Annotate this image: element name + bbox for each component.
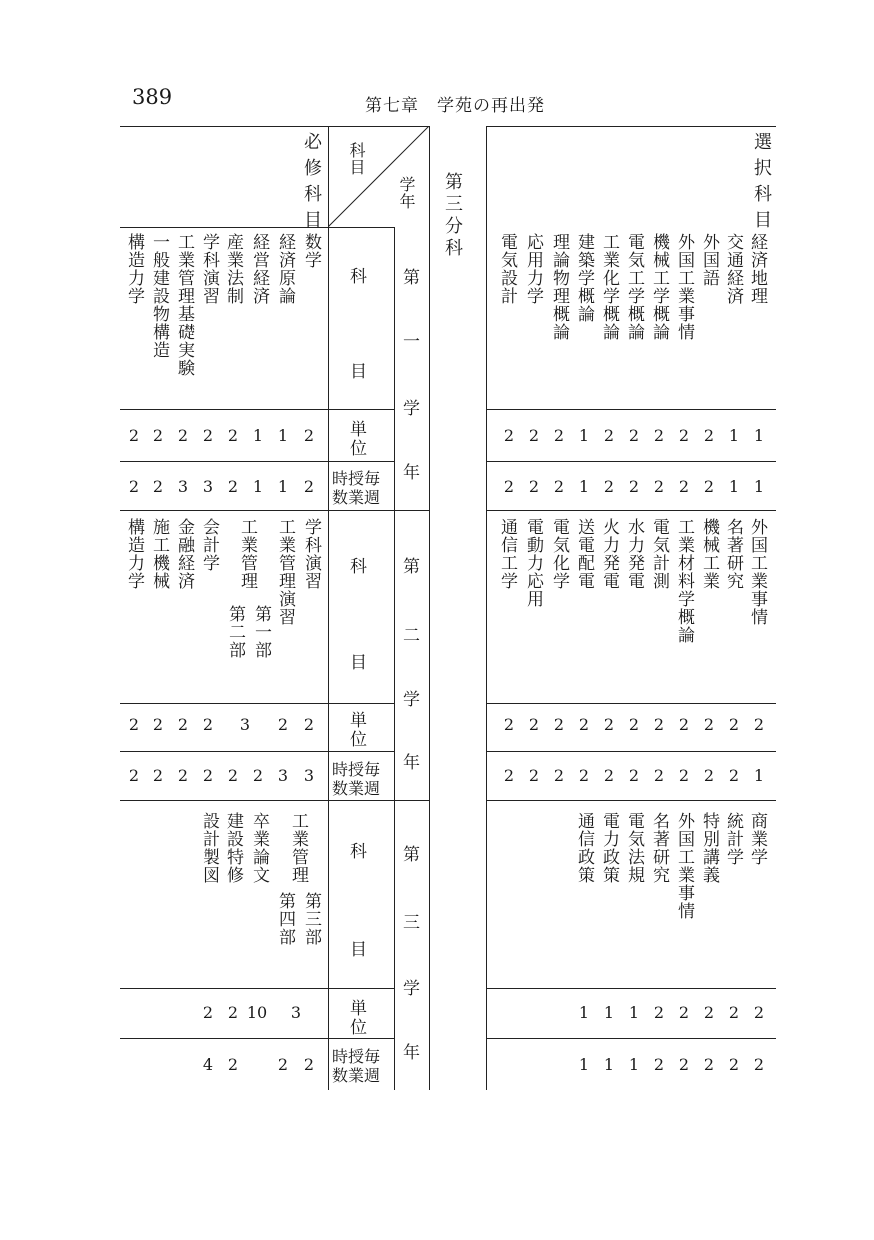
hours-value: 2 [227, 766, 239, 785]
hours-value: 2 [128, 477, 140, 496]
hours-value: 2 [277, 1055, 289, 1074]
hours-label-top: 時授毎 [332, 760, 381, 779]
subject-name: 経済原論 [275, 233, 295, 305]
hours-value: 1 [628, 1055, 640, 1074]
units-value: 2 [653, 715, 665, 734]
units-value: 2 [678, 715, 690, 734]
units-value: 1 [603, 1003, 615, 1022]
subject-label-2: 目 [350, 940, 367, 960]
units-value: 2 [202, 1003, 214, 1022]
hours-value: 2 [528, 477, 540, 496]
hours-value: 1 [578, 1055, 590, 1074]
hours-value: 3 [277, 766, 289, 785]
subject-name: 工業管理 [288, 812, 308, 884]
hours-value: 2 [578, 766, 590, 785]
units-value: 2 [553, 426, 565, 445]
units-value: 2 [528, 715, 540, 734]
hours-value: 2 [728, 766, 740, 785]
subject-label-2: 目 [350, 653, 367, 673]
units-value: 2 [728, 715, 740, 734]
units-value: 2 [152, 426, 164, 445]
hours-value: 2 [252, 766, 264, 785]
units-label-bottom: 位 [350, 1018, 367, 1038]
hours-value: 2 [303, 477, 315, 496]
units-value: 2 [653, 1003, 665, 1022]
subject-name: 建設特修 [223, 812, 243, 884]
units-value: 2 [128, 715, 140, 734]
hours-value: 2 [553, 477, 565, 496]
units-value: 2 [628, 426, 640, 445]
units-value: 2 [177, 715, 189, 734]
units-value: 2 [603, 426, 615, 445]
hours-label-bottom: 数業週 [332, 488, 381, 507]
units-value: 2 [753, 715, 765, 734]
subject-name: 応用力学 [523, 233, 543, 305]
subject-name: 工業管理 [237, 518, 257, 590]
corner-year-label: 学年 [397, 176, 416, 210]
hours-value: 2 [528, 766, 540, 785]
hours-value: 2 [152, 766, 164, 785]
units-value: 2 [753, 1003, 765, 1022]
subject-name: 一般建設物構造 [149, 233, 169, 359]
page-number: 389 [132, 85, 173, 109]
units-value: 3 [290, 1003, 302, 1022]
units-value: 2 [202, 715, 214, 734]
units-value: 2 [503, 426, 515, 445]
subject-name: 会計学 [199, 518, 219, 572]
year1-label-3: 学 [403, 399, 420, 419]
subject-name: 工業化学概論 [599, 233, 619, 341]
sub-part-label: 第三部 [301, 892, 321, 946]
units-value: 2 [678, 426, 690, 445]
hours-value: 2 [628, 766, 640, 785]
units-value: 2 [303, 426, 315, 445]
units-label-bottom: 位 [350, 730, 367, 750]
subject-name: 建築学概論 [574, 233, 594, 323]
hours-value: 1 [753, 766, 765, 785]
subject-name: 交通経済 [723, 233, 743, 305]
units-value: 2 [227, 426, 239, 445]
units-label-top: 単 [350, 711, 367, 731]
units-value: 1 [628, 1003, 640, 1022]
subject-name: 工業管理演習 [275, 518, 295, 626]
subject-name: 経営経済 [249, 233, 269, 305]
subject-name: 理論物理概論 [549, 233, 569, 341]
subject-label: 科 [350, 842, 367, 862]
units-value: 2 [303, 715, 315, 734]
sub-part-label: 第一部 [251, 605, 271, 659]
subject-name: 金融経済 [174, 518, 194, 590]
units-value: 2 [653, 426, 665, 445]
year2-label-2: 二 [403, 626, 420, 646]
subject-name: 水力発電 [624, 518, 644, 590]
subject-name: 通信工学 [497, 518, 517, 590]
hours-label-top: 時授毎 [332, 469, 381, 488]
units-value: 2 [177, 426, 189, 445]
hours-value: 2 [503, 766, 515, 785]
units-value: 2 [703, 426, 715, 445]
hours-value: 2 [628, 477, 640, 496]
hours-label-top: 時授毎 [332, 1047, 381, 1066]
subject-name: 統計学 [723, 812, 743, 866]
hours-value: 2 [703, 766, 715, 785]
sub-part-label: 第四部 [275, 892, 295, 946]
subject-name: 電力政策 [599, 812, 619, 884]
hours-value: 2 [202, 766, 214, 785]
year2-label-3: 学 [403, 690, 420, 710]
units-value: 2 [603, 715, 615, 734]
subject-name: 電気設計 [497, 233, 517, 305]
subject-name: 構造力学 [124, 518, 144, 590]
units-value: 2 [152, 715, 164, 734]
units-value: 1 [578, 1003, 590, 1022]
units-label-top: 単 [350, 999, 367, 1019]
hours-value: 2 [503, 477, 515, 496]
section-title: 第三分科 [442, 172, 463, 260]
subject-name: 施工機械 [149, 518, 169, 590]
subject-name: 電気工学概論 [624, 233, 644, 341]
hours-value: 2 [703, 477, 715, 496]
hours-value: 2 [303, 1055, 315, 1074]
subject-name: 数学 [301, 233, 321, 269]
subject-name: 外国工業事情 [674, 812, 694, 920]
hours-value: 1 [753, 477, 765, 496]
subject-name: 特別講義 [699, 812, 719, 884]
hours-value: 2 [653, 766, 665, 785]
hours-value: 2 [703, 1055, 715, 1074]
subject-name: 名著研究 [649, 812, 669, 884]
subject-name: 外国工業事情 [747, 518, 767, 626]
subject-name: 工業材料学概論 [674, 518, 694, 644]
subject-name: 経済地理 [747, 233, 767, 305]
units-value: 2 [528, 426, 540, 445]
hours-value: 2 [227, 1055, 239, 1074]
units-value: 2 [128, 426, 140, 445]
units-value: 1 [753, 426, 765, 445]
year3-label-2: 三 [403, 913, 420, 933]
sub-part-label: 第二部 [225, 605, 245, 659]
units-value: 2 [628, 715, 640, 734]
running-title: 第七章 学苑の再出発 [365, 96, 545, 116]
year3-label-4: 年 [403, 1043, 420, 1063]
units-value: 1 [252, 426, 264, 445]
units-value: 2 [227, 1003, 239, 1022]
subject-name: 電気計測 [649, 518, 669, 590]
subject-name: 通信政策 [574, 812, 594, 884]
year2-label-4: 年 [403, 753, 420, 773]
subject-name: 外国工業事情 [674, 233, 694, 341]
hours-value: 1 [578, 477, 590, 496]
subject-name: 電動力応用 [523, 518, 543, 608]
year3-label-1: 第 [403, 845, 420, 865]
hours-value: 3 [303, 766, 315, 785]
hours-value: 4 [202, 1055, 214, 1074]
subject-name: 産業法制 [223, 233, 243, 305]
units-value: 2 [703, 715, 715, 734]
units-value: 1 [728, 426, 740, 445]
hours-value: 2 [653, 477, 665, 496]
subject-name: 電気法規 [624, 812, 644, 884]
hours-value: 1 [252, 477, 264, 496]
hours-value: 1 [728, 477, 740, 496]
units-value: 2 [202, 426, 214, 445]
hours-value: 2 [678, 766, 690, 785]
corner-subject-label: 科目 [347, 142, 366, 176]
units-value: 2 [728, 1003, 740, 1022]
hours-value: 2 [553, 766, 565, 785]
year1-label-1: 第 [403, 268, 420, 288]
year3-label-3: 学 [403, 979, 420, 999]
subject-name: 電気化学 [549, 518, 569, 590]
hours-value: 1 [603, 1055, 615, 1074]
hours-label-bottom: 数業週 [332, 1066, 381, 1085]
required-header: 必修科目 [301, 132, 322, 236]
subject-name: 商業学 [747, 812, 767, 866]
hours-value: 2 [728, 1055, 740, 1074]
hours-value: 2 [603, 766, 615, 785]
subject-name: 機械工業 [699, 518, 719, 590]
subject-name: 設計製図 [199, 812, 219, 884]
subject-name: 卒業論文 [249, 812, 269, 884]
hours-value: 2 [678, 1055, 690, 1074]
hours-label-bottom: 数業週 [332, 779, 381, 798]
subject-name: 送電配電 [574, 518, 594, 590]
year1-label-4: 年 [403, 463, 420, 483]
units-label-bottom: 位 [350, 439, 367, 459]
subject-name: 学科演習 [199, 233, 219, 305]
subject-label: 科 [350, 267, 367, 287]
subject-name: 火力発電 [599, 518, 619, 590]
hours-value: 3 [202, 477, 214, 496]
subject-label-2: 目 [350, 362, 367, 382]
hours-value: 2 [177, 766, 189, 785]
units-value: 2 [678, 1003, 690, 1022]
elective-header: 選択科目 [751, 132, 772, 236]
units-value: 2 [703, 1003, 715, 1022]
units-value: 10 [246, 1003, 268, 1022]
subject-name: 機械工学概論 [649, 233, 669, 341]
units-value: 2 [578, 715, 590, 734]
hours-value: 2 [603, 477, 615, 496]
hours-value: 2 [753, 1055, 765, 1074]
subject-name: 名著研究 [723, 518, 743, 590]
units-value: 1 [578, 426, 590, 445]
units-value: 2 [503, 715, 515, 734]
hours-value: 1 [277, 477, 289, 496]
units-value: 2 [553, 715, 565, 734]
hours-value: 3 [177, 477, 189, 496]
units-value: 1 [277, 426, 289, 445]
hours-value: 2 [678, 477, 690, 496]
year1-label-2: 一 [403, 332, 420, 352]
year2-label-1: 第 [403, 557, 420, 577]
subject-name: 構造力学 [124, 233, 144, 305]
units-label-top: 単 [350, 420, 367, 440]
subject-name: 学科演習 [301, 518, 321, 590]
subject-label: 科 [350, 557, 367, 577]
units-value: 3 [239, 715, 251, 734]
subject-name: 外国語 [699, 233, 719, 287]
subject-name: 工業管理基礎実験 [174, 233, 194, 377]
hours-value: 2 [152, 477, 164, 496]
hours-value: 2 [128, 766, 140, 785]
hours-value: 2 [653, 1055, 665, 1074]
units-value: 2 [277, 715, 289, 734]
hours-value: 2 [227, 477, 239, 496]
